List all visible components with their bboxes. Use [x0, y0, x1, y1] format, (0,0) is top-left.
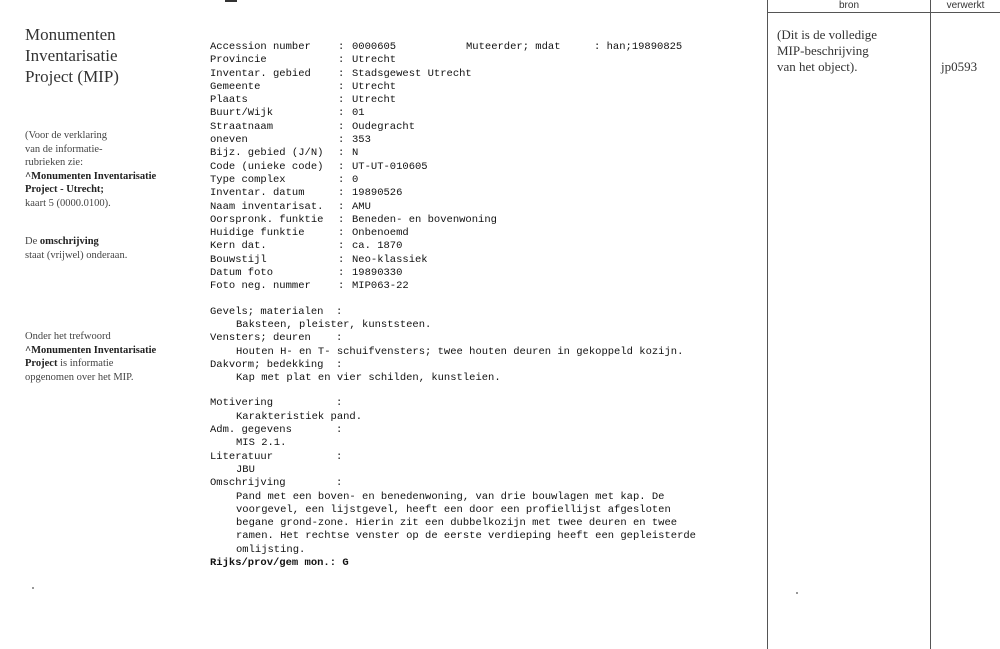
field-value: 19890526: [352, 187, 403, 200]
monument-status: Rijks/prov/gem mon.: G: [210, 556, 349, 569]
title-line: Inventarisatie: [25, 46, 118, 65]
scan-speck: [796, 592, 798, 594]
record-field-row: [210, 187, 760, 200]
field-label: Provincie: [210, 54, 267, 67]
verwerkt-value: jp0593: [941, 59, 978, 74]
record-field-row: [210, 94, 760, 107]
record-field-row: [210, 280, 760, 293]
motivering-body: Karakteristiek pand.: [236, 410, 363, 423]
field-value: Neo-klassiek: [352, 253, 428, 266]
field-separator: :: [338, 173, 345, 186]
note-line: van de informatie-: [25, 143, 103, 155]
header-rule: [767, 12, 1000, 13]
field-separator: :: [338, 200, 345, 213]
record-field-row: [210, 147, 760, 160]
record-field-row: [210, 267, 760, 280]
mip-title: [25, 24, 195, 87]
field-label: Foto neg. nummer: [210, 280, 311, 293]
field-separator: :: [338, 280, 345, 293]
field-value: N: [352, 147, 359, 160]
field-separator: :: [338, 160, 345, 173]
bron-header: bron: [838, 0, 859, 11]
record-fields: [210, 41, 760, 294]
description-note: [25, 235, 127, 262]
field-separator: :: [338, 134, 345, 147]
column-divider: [930, 0, 931, 649]
field-separator: :: [338, 267, 345, 280]
omschrijving-line: Pand met een boven- en benedenwoning, van drie bouwlagen met kap. De: [236, 490, 665, 503]
field-label: Inventar. datum: [210, 187, 305, 200]
record-field-row: [210, 201, 760, 214]
record-field-row: [210, 254, 760, 267]
field-label: Straatnaam: [210, 120, 274, 133]
field-label: Type complex: [210, 173, 286, 186]
field-label: Datum foto: [210, 267, 274, 280]
field-separator: :: [338, 67, 345, 80]
record-field-row: [210, 161, 760, 174]
record-field-row: [210, 121, 760, 134]
record-field-row: [210, 214, 760, 227]
omschrijving-line: ramen. Het rechtse venster op de eerste verdieping heeft een gepleisterde: [236, 530, 696, 543]
field-value: Utrecht: [352, 94, 397, 107]
record-field-row: [210, 68, 760, 81]
note-bold: omschrijving: [39, 236, 99, 247]
field-value: Onbenoemd: [352, 227, 409, 240]
literatuur-body: JBU: [236, 463, 255, 476]
note-bold: ^Monumenten Inventarisatie: [25, 344, 157, 356]
field-value: 01: [352, 107, 365, 120]
explanation-note: [25, 129, 156, 210]
field-label: Gemeente: [210, 80, 261, 93]
note-line: (Voor de verklaring: [25, 130, 108, 141]
omschrijving-line: voorgevel, een lijstgevel, heeft een door een profiellijst afgesloten: [236, 503, 671, 516]
field-separator: :: [338, 94, 345, 107]
gevels-body: Baksteen, pleister, kunststeen.: [236, 318, 432, 331]
field-label: Inventar. gebied: [210, 67, 311, 80]
omschrijving-line: begane grond-zone. Hierin zit een dubbelkozijn met twee deuren en twee: [236, 517, 678, 530]
field-label: Plaats: [210, 94, 248, 107]
dakvorm-head: Dakvorm; bedekking :: [210, 358, 343, 371]
field-separator: :: [338, 240, 345, 253]
bron-note-line: MIP-beschrijving: [777, 43, 869, 58]
record-field-row: [210, 81, 760, 94]
field-value: UT-UT-010605: [352, 160, 428, 173]
note-text: is informatie: [57, 358, 114, 369]
field-label: Bouwstijl: [210, 253, 267, 266]
field-separator: :: [338, 80, 345, 93]
field-value: 0000605: [352, 41, 397, 53]
field-value: AMU: [352, 200, 371, 213]
mutator-label: Muteerder; mdat: [466, 41, 561, 53]
note-line: rubrieken zie:: [25, 157, 84, 168]
field-separator: :: [338, 213, 345, 226]
field-label: oneven: [210, 134, 248, 147]
field-label: Kern dat.: [210, 240, 267, 253]
field-value: Utrecht: [352, 54, 397, 67]
field-separator: :: [338, 41, 345, 53]
record-field-row: [210, 174, 760, 187]
field-value: ca. 1870: [352, 240, 403, 253]
bron-note-line: (Dit is de volledige: [777, 27, 878, 42]
mip-record: [210, 41, 760, 570]
field-label: Bijz. gebied (J/N): [210, 147, 324, 160]
omschrijving-line: omlijsting.: [236, 543, 306, 556]
field-separator: :: [338, 227, 345, 240]
note-bold: ^Monumenten Inventarisatie: [25, 170, 157, 182]
gevels-head: Gevels; materialen :: [210, 305, 343, 318]
note-line: opgenomen over het MIP.: [25, 371, 134, 383]
note-line: Onder het trefwoord: [25, 331, 111, 342]
record-field-row: [210, 54, 760, 67]
note-bold: Project: [25, 358, 58, 369]
field-value: Oudegracht: [352, 120, 416, 133]
top-dash-mark: [225, 0, 237, 2]
field-value: MIP063-22: [352, 280, 409, 293]
literatuur-head: Literatuur :: [210, 450, 343, 463]
field-value: Beneden- en bovenwoning: [352, 213, 497, 226]
field-separator: :: [338, 253, 345, 266]
record-field-row: [210, 227, 760, 240]
field-separator: :: [338, 187, 345, 200]
field-value: 19890330: [352, 267, 403, 280]
verwerkt-header: verwerkt: [946, 0, 985, 11]
vensters-body: Houten H- en T- schuifvensters; twee houten deuren in gekoppeld kozijn.: [236, 345, 684, 358]
bron-note-line: van het object).: [777, 59, 858, 74]
vensters-head: Vensters; deuren :: [210, 332, 343, 345]
scan-speck: [32, 587, 34, 589]
field-value: 353: [352, 134, 371, 147]
field-separator: :: [338, 107, 345, 120]
field-label: Accession number: [210, 41, 311, 53]
field-label: Oorspronk. funktie: [210, 213, 324, 226]
left-column: [25, 24, 195, 383]
adm-body: MIS 2.1.: [236, 437, 287, 450]
field-separator: :: [338, 120, 345, 133]
field-separator: :: [338, 147, 345, 160]
record-field-row: [210, 240, 760, 253]
record-field-row: [210, 107, 760, 120]
field-label: Buurt/Wijk: [210, 107, 274, 120]
field-value: Utrecht: [352, 80, 397, 93]
field-value: 0: [352, 173, 359, 186]
note-line: staat (vrijwel) onderaan.: [25, 249, 128, 261]
note-bold: Project - Utrecht;: [25, 184, 104, 195]
bron-note: [777, 27, 927, 75]
note-line: kaart 5 (0000.0100).: [25, 197, 111, 209]
title-line: Project (MIP): [25, 67, 119, 86]
motivering-head: Motivering :: [210, 397, 343, 410]
field-separator: :: [338, 54, 345, 67]
field-label: Naam inventarisat.: [210, 200, 324, 213]
mutator-value: : han;19890825: [594, 41, 683, 53]
keyword-note: [25, 330, 156, 384]
adm-head: Adm. gegevens :: [210, 424, 343, 437]
column-divider: [767, 0, 768, 649]
title-line: Monumenten: [25, 25, 116, 44]
note-text: De: [25, 236, 40, 247]
omschrijving-head: Omschrijving :: [210, 477, 343, 490]
record-field-row: [210, 134, 760, 147]
field-label: Huidige funktie: [210, 227, 305, 240]
dakvorm-body: Kap met plat en vier schilden, kunstleien.: [236, 372, 501, 385]
field-label: Code (unieke code): [210, 160, 324, 173]
field-value: Stadsgewest Utrecht: [352, 67, 472, 80]
